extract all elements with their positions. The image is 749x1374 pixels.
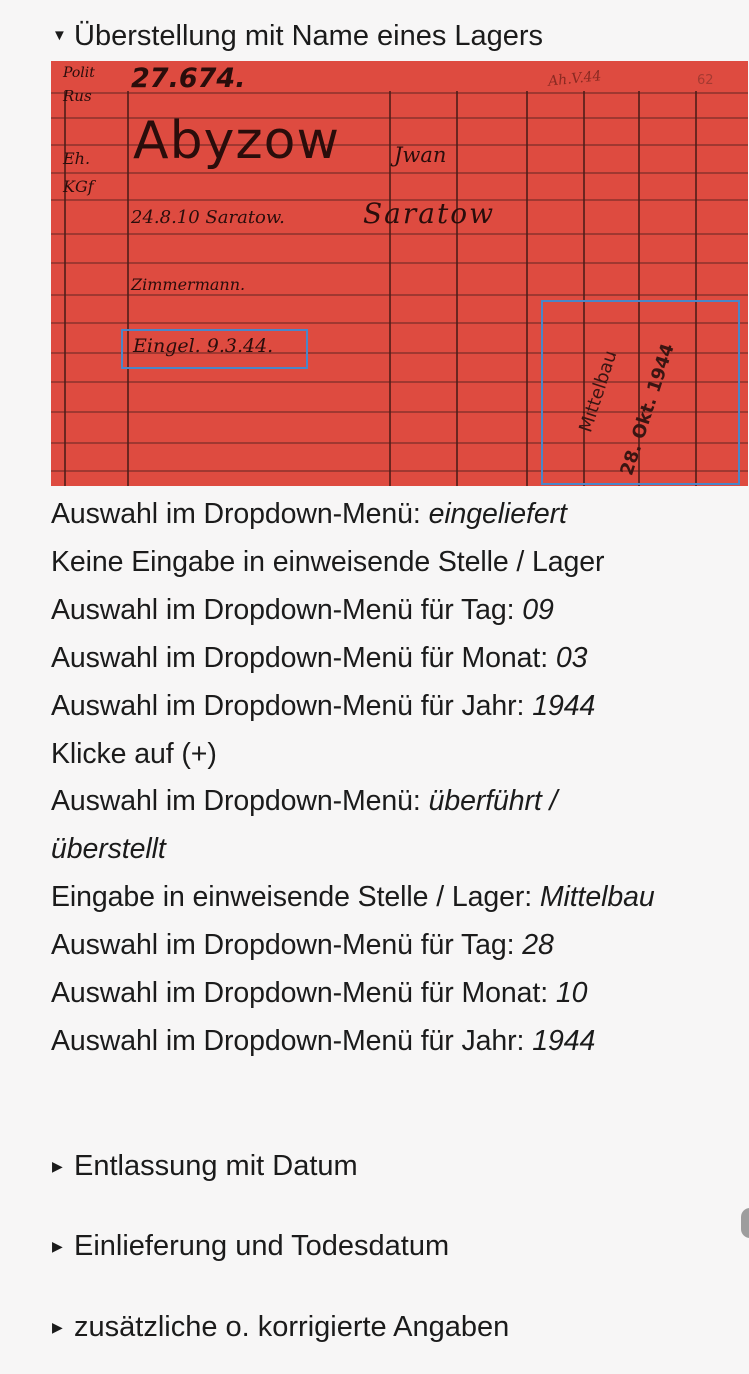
card-top-right-note: Ah.V.44 bbox=[547, 68, 603, 90]
card-stamp-camp: Mittelbau bbox=[575, 348, 622, 435]
step-line: überstellt bbox=[51, 833, 166, 866]
card-prefix-rus: Rus bbox=[63, 87, 92, 105]
section-toggle-entlassung[interactable] bbox=[52, 1148, 358, 1184]
step-line: Auswahl im Dropdown-Menü für Monat: 03 bbox=[51, 641, 588, 674]
step-line: Auswahl im Dropdown-Menü für Tag: 28 bbox=[51, 929, 554, 962]
card-surname: Abyzow bbox=[133, 111, 340, 171]
step-line: Auswahl im Dropdown-Menü für Tag: 09 bbox=[51, 593, 554, 626]
section-title: Einlieferung und Todesdatum bbox=[74, 1230, 450, 1262]
triangle-right-icon: ▶ bbox=[52, 1238, 63, 1254]
instruction-steps bbox=[51, 491, 741, 1066]
step-line: Auswahl im Dropdown-Menü für Jahr: 1944 bbox=[51, 689, 596, 722]
step-line: Auswahl im Dropdown-Menü für Jahr: 1944 bbox=[51, 1024, 596, 1057]
scrollbar-handle[interactable] bbox=[741, 1208, 749, 1238]
section-title: zusätzliche o. korrigierte Angaben bbox=[74, 1311, 510, 1343]
card-label-eh: Eh. bbox=[63, 149, 91, 168]
triangle-right-icon: ▶ bbox=[52, 1319, 63, 1335]
card-firstname: Jwan bbox=[394, 143, 447, 167]
section-title: Entlassung mit Datum bbox=[74, 1150, 358, 1182]
section-toggle-ueberstellung[interactable] bbox=[52, 18, 543, 54]
step-line: Eingabe in einweisende Stelle / Lager: Mittelbau bbox=[51, 881, 655, 914]
section-toggle-zusaetzliche-angaben[interactable] bbox=[52, 1309, 509, 1345]
index-card-image bbox=[51, 61, 748, 486]
step-line: Auswahl im Dropdown-Menü für Monat: 10 bbox=[51, 977, 588, 1010]
step-line: Auswahl im Dropdown-Menü: überführt / bbox=[51, 785, 558, 818]
card-entry-date: Eingel. 9.3.44. bbox=[133, 335, 274, 357]
card-label-kgf: KGf bbox=[63, 177, 94, 196]
card-top-right-number: 62 bbox=[697, 73, 714, 88]
triangle-right-icon: ▶ bbox=[52, 1158, 63, 1174]
card-prefix-polit: Polit bbox=[63, 65, 95, 81]
card-number: 27.674. bbox=[131, 63, 246, 94]
step-line: Keine Eingabe in einweisende Stelle / Lager bbox=[51, 545, 605, 578]
step-line: Auswahl im Dropdown-Menü: eingeliefert bbox=[51, 498, 567, 530]
step-line: Klicke auf (+) bbox=[51, 737, 217, 770]
card-stamp-date: 28. Okt. 1944 bbox=[616, 340, 679, 479]
card-birth: 24.8.10 Saratow. bbox=[131, 207, 285, 228]
section-title: Überstellung mit Name eines Lagers bbox=[74, 20, 544, 52]
card-birth-place: Saratow bbox=[363, 197, 496, 230]
section-toggle-einlieferung[interactable] bbox=[52, 1228, 449, 1264]
card-profession: Zimmermann. bbox=[131, 275, 246, 294]
triangle-down-icon: ▼ bbox=[52, 27, 67, 44]
